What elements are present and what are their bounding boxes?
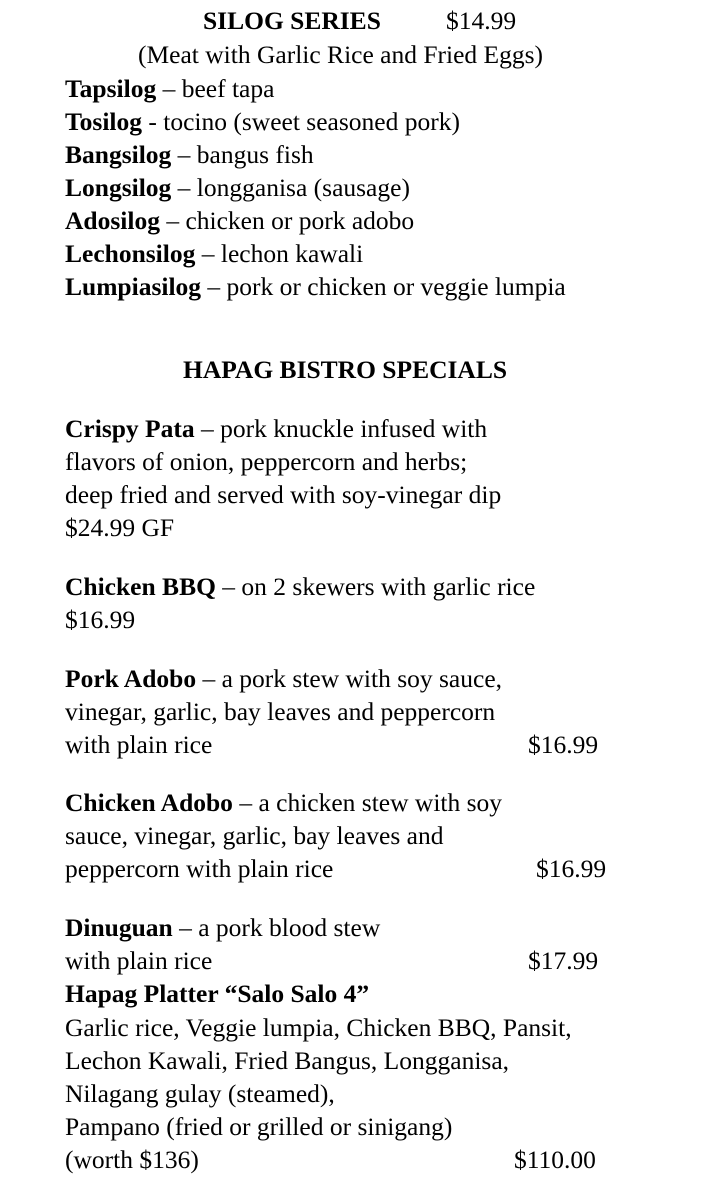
platter-line2: Lechon Kawali, Fried Bangus, Longganisa, [65,1046,510,1075]
platter-price: $110.00 [514,1145,596,1174]
silog-item-name: Lechonsilog [65,239,196,268]
chicken-adobo-price: $16.99 [536,854,607,883]
chicken-bbq-price: $16.99 [65,605,136,634]
silog-item-name: Bangsilog [65,140,172,169]
silog-item-sep: - [142,107,164,136]
silog-item-sep: – [195,239,221,268]
dinuguan-name: Dinuguan [65,913,173,942]
chicken-adobo-name: Chicken Adobo [65,788,233,817]
silog-item [65,171,410,204]
chicken-bbq-line1 [65,570,535,603]
chicken-bbq-desc: – on 2 skewers with garlic rice [215,572,536,601]
dinuguan-line1 [65,911,380,944]
silog-item-desc: beef tapa [181,74,275,103]
silog-item-desc: tocino (sweet seasoned pork) [163,107,460,136]
chicken-adobo-line3: peppercorn with plain rice [65,854,334,883]
crispy-pata-name: Crispy Pata [65,414,195,443]
silog-item-name: Tosilog [65,107,143,136]
dinuguan-price: $17.99 [528,946,599,975]
silog-item-name: Adosilog [65,206,160,235]
pork-adobo-line2: vinegar, garlic, bay leaves and peppercorn [65,697,496,726]
crispy-pata-price: $24.99 GF [65,513,175,542]
silog-item [65,237,363,270]
silog-item-sep: – [201,272,227,301]
silog-item-sep: – [156,74,182,103]
silog-item [65,204,414,237]
silog-series-price: $14.99 [446,6,517,35]
silog-item-sep: – [171,173,197,202]
dinuguan-line2: with plain rice [65,946,213,975]
platter-line1: Garlic rice, Veggie lumpia, Chicken BBQ, Pansit, [65,1013,572,1042]
pork-adobo-desc: – a pork stew with soy sauce, [196,664,503,693]
silog-item [65,72,274,105]
pork-adobo-line1 [65,662,502,695]
chicken-adobo-desc: – a chicken stew with soy [232,788,503,817]
silog-item-desc: pork or chicken or veggie lumpia [226,272,566,301]
silog-series-title: SILOG SERIES [203,6,381,35]
silog-item-desc: bangus fish [196,140,314,169]
platter-line4: Pampano (fried or grilled or sinigang) [65,1112,453,1141]
crispy-pata-desc: – pork knuckle infused with [194,414,488,443]
silog-item-sep: – [159,206,186,235]
platter-name: Hapag Platter “Salo Salo 4” [65,979,370,1008]
silog-item-sep: – [171,140,197,169]
silog-series-subtitle: (Meat with Garlic Rice and Fried Eggs) [138,40,544,69]
specials-title: HAPAG BISTRO SPECIALS [183,355,508,384]
chicken-adobo-line1 [65,786,502,819]
platter-line3: Nilagang gulay (steamed), [65,1079,335,1108]
silog-item-name: Lumpiasilog [65,272,202,301]
pork-adobo-line3: with plain rice [65,730,213,759]
silog-item [65,105,460,138]
silog-item-name: Tapsilog [65,74,157,103]
chicken-adobo-line2: sauce, vinegar, garlic, bay leaves and [65,821,444,850]
silog-item-name: Longsilog [65,173,172,202]
silog-item [65,270,566,303]
platter-line5: (worth $136) [65,1145,199,1174]
chicken-bbq-name: Chicken BBQ [65,572,216,601]
silog-item-desc: lechon kawali [220,239,364,268]
crispy-pata-line2: flavors of onion, peppercorn and herbs; [65,447,468,476]
silog-item-desc: chicken or pork adobo [185,206,415,235]
dinuguan-desc: – a pork blood stew [172,913,381,942]
silog-item-desc: longganisa (sausage) [196,173,410,202]
silog-item [65,138,314,171]
pork-adobo-name: Pork Adobo [65,664,197,693]
crispy-pata-line1 [65,412,487,445]
pork-adobo-price: $16.99 [528,730,599,759]
crispy-pata-line3: deep fried and served with soy-vinegar dip [65,480,502,509]
